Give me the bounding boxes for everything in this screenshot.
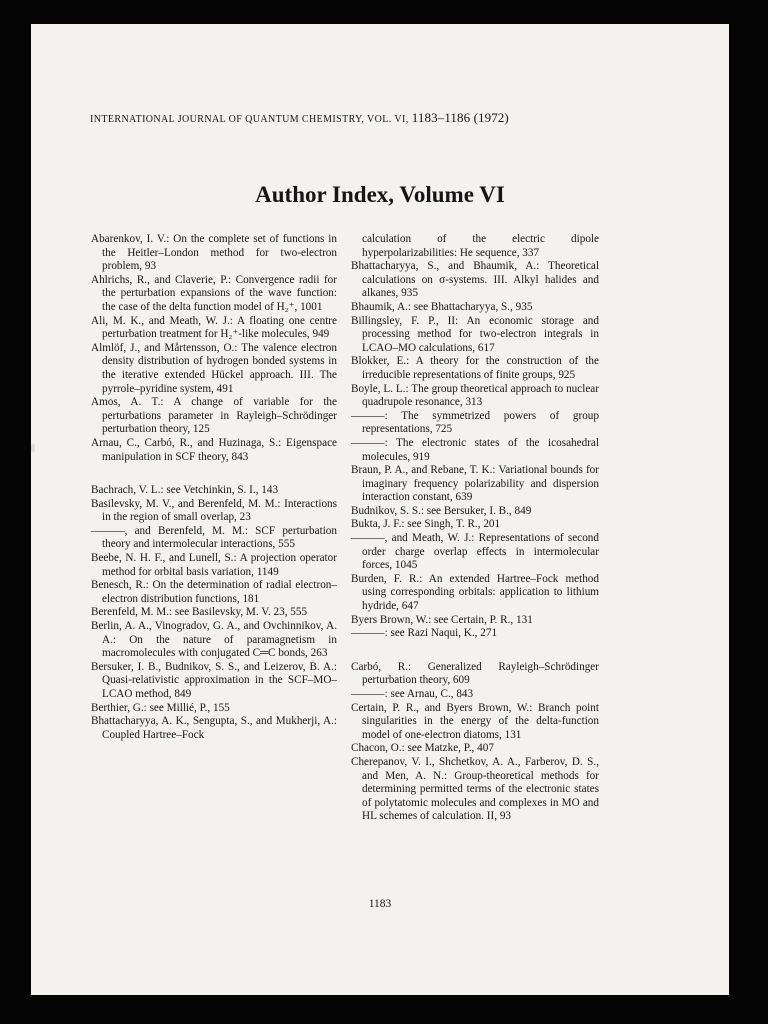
left-column xyxy=(91,233,337,742)
index-entry: Bhaumik, A.: see Bhattacharyya, S., 935 xyxy=(351,300,533,313)
index-entry: Benesch, R.: On the determination of radial electron–electron distribution functions, 181 xyxy=(91,579,337,605)
scan-speck xyxy=(31,444,35,452)
index-entry: ———, and Berenfeld, M. M.: SCF perturbation theory and intermolecular interactions, 555 xyxy=(91,524,337,551)
index-entry: Beebe, N. H. F., and Lunell, S.: A projection operator method for orbital basis variation, 1149 xyxy=(91,552,337,578)
index-entry: Carbó, R.: Generalized Rayleigh–Schrödinger perturbation theory, 609 xyxy=(351,660,599,687)
index-entry: ———, and Meath, W. J.: Representations of second order charge overlap effects in intermolecular forces, 1045 xyxy=(351,532,599,572)
index-entry: Berlin, A. A., Vinogradov, G. A., and Ovchinnikov, A. A.: On the nature of paramagnetism in macromolecules with conjugated C═C bonds, 263 xyxy=(91,620,337,660)
index-entry: Bukta, J. F.: see Singh, T. R., 201 xyxy=(351,518,501,531)
index-entry: Arnau, C., Carbó, R., and Huzinaga, S.: Eigenspace manipulation in SCF theory, 843 xyxy=(91,436,337,463)
index-entry: Bhattacharyya, A. K., Sengupta, S., and Mukherji, A.: Coupled Hartree–Fock xyxy=(91,715,337,741)
index-entry: Burden, F. R.: An extended Hartree–Fock method using corresponding orbitals: application to lithium hydride, 647 xyxy=(351,572,599,613)
index-entry: Ahlrichs, R., and Claverie, P.: Convergence radii for the perturbation expansions of the wave function: the case of the delta function model of H₂⁺, 1001 xyxy=(91,273,337,313)
index-entry: Certain, P. R., and Byers Brown, W.: Branch point singularities in the energy of the delta-function model of one-electron diatoms, 131 xyxy=(351,701,599,741)
index-entry: Blokker, E.: A theory for the construction of the irreducible representations of finite groups, 925 xyxy=(351,355,599,381)
index-entry: Abarenkov, I. V.: On the complete set of functions in the Heitler–London method for two-electron problem, 93 xyxy=(91,233,337,273)
index-entry: Braun, P. A., and Rebane, T. K.: Variational bounds for imaginary frequency polarizability and dispersion interaction constant, 639 xyxy=(351,464,599,504)
letter-group-gap xyxy=(351,641,599,661)
index-entry: Bersuker, I. B., Budnikov, S. S., and Leizerov, B. A.: Quasi-relativistic approximation in the SCF–MO–LCAO method, 849 xyxy=(91,660,337,700)
index-entry: ———: see Razi Naqui, K., 271 xyxy=(351,627,498,640)
index-entry: calculation of the electric dipole hyperpolarizabilities: He sequence, 337 xyxy=(362,233,599,259)
index-entry: Basilevsky, M. V., and Berenfeld, M. M.: Interactions in the region of small overlap, 23 xyxy=(91,497,337,524)
journal-name: INTERNATIONAL JOURNAL OF QUANTUM CHEMISTRY, VOL. VI, xyxy=(90,114,409,125)
index-entry: ———: see Arnau, C., 843 xyxy=(351,688,474,700)
index-entry: Berthier, G.: see Millié, P., 155 xyxy=(91,701,230,714)
index-entry: Bachrach, V. L.: see Vetchinkin, S. I., 143 xyxy=(91,484,279,497)
journal-header xyxy=(90,110,650,126)
index-entry: Cherepanov, V. I., Shchetkov, A. A., Farberov, D. S., and Men, A. N.: Group-theoretical methods for determining permitted terms of the electronic states of polytatomic molecules and complexes in MO and HL schemes of calculation. II, 93 xyxy=(351,755,599,823)
index-entry: ———: The symmetrized powers of group representations, 725 xyxy=(351,409,599,436)
right-column xyxy=(351,233,599,824)
page-number: 1183 xyxy=(368,898,392,910)
index-entry: Almlöf, J., and Mårtensson, O.: The valence electron density distribution of hydrogen bonded systems in the iterative extended Hückel approach. III. The pyrrole–pyridine system, 491 xyxy=(91,341,337,395)
index-entry: Boyle, L. L.: The group theoretical approach to nuclear quadrupole resonance, 313 xyxy=(351,382,599,409)
index-entry: ———: The electronic states of the icosahedral molecules, 919 xyxy=(351,436,599,463)
index-entry: Bhattacharyya, S., and Bhaumik, A.: Theoretical calculations on σ-systems. III. Alkyl halides and alkanes, 935 xyxy=(351,260,599,300)
letter-group-gap xyxy=(91,464,337,484)
index-entry: Budnikov, S. S.: see Bersuker, I. B., 849 xyxy=(351,504,532,517)
index-entry: Berenfeld, M. M.: see Basilevsky, M. V. 23, 555 xyxy=(91,606,308,619)
index-entry: Amos, A. T.: A change of variable for the perturbations parameter in Rayleigh–Schrödinger perturbation theory, 125 xyxy=(91,396,337,436)
page-range: 1183–1186 (1972) xyxy=(411,110,509,125)
index-entry: Chacon, O.: see Matzke, P., 407 xyxy=(351,742,494,755)
page-title: Author Index, Volume VI xyxy=(255,182,505,207)
index-entry: Billingsley, F. P., II: An economic storage and processing method for two-electron integrals in LCAO–MO calculations, 617 xyxy=(351,314,599,354)
index-entry: Byers Brown, W.: see Certain, P. R., 131 xyxy=(351,613,533,626)
journal-page xyxy=(31,24,729,995)
index-entry: Ali, M. K., and Meath, W. J.: A floating one centre perturbation treatment for H₂⁺-like molecules, 949 xyxy=(91,314,337,341)
